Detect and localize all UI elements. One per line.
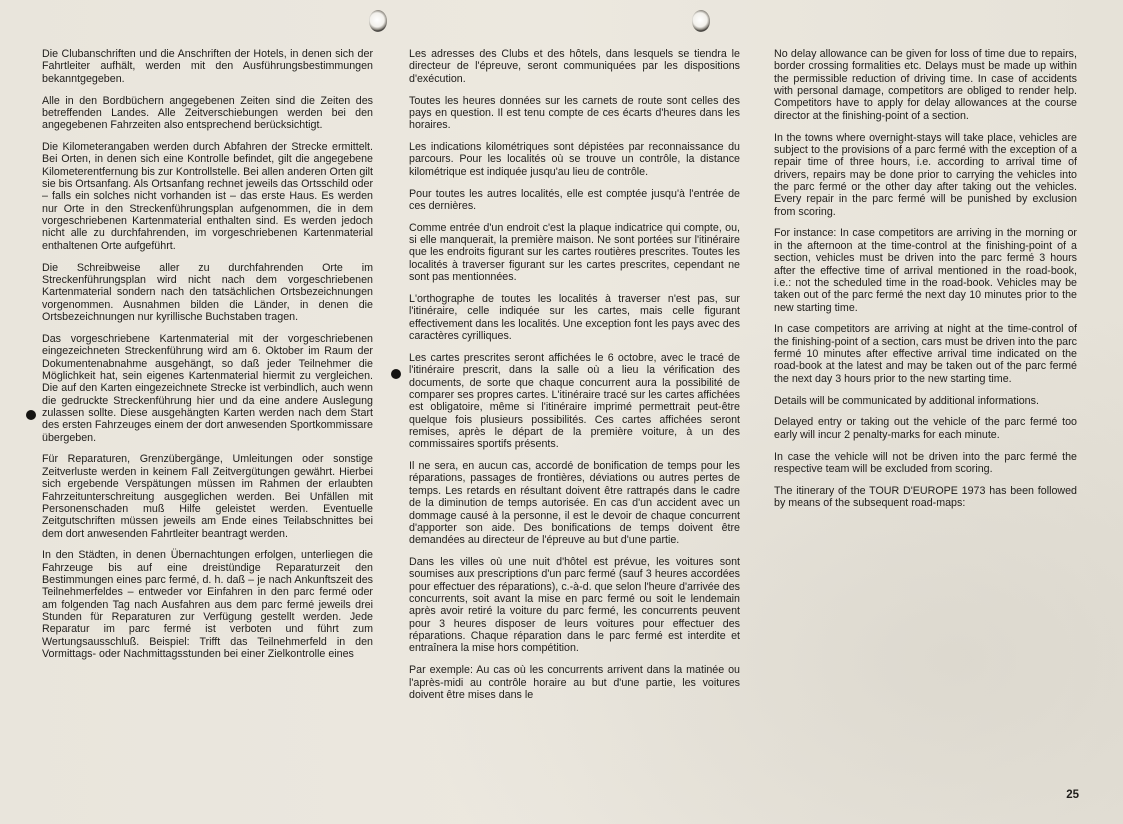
bullet-marker-german bbox=[26, 410, 36, 420]
french-paragraph: Par exemple: Au cas où les concurrents arrivent dans la matinée ou l'après-midi au contrôle horaire au but d'une partie, les voitures doivent être mises dans le bbox=[409, 664, 740, 701]
french-paragraph: Les cartes prescrites seront affichées le 6 octobre, avec le tracé de l'itinéraire prescrit, dans la salle où a lieu la vérification des documents, de sorte que chaque concurrent aura la possibilité de comparer ses propres cartes. L'itinéraire tracé sur les cartes affichées est obligatoire, même si l'itinéraire imprimé permettrait peut-être quelque fois plusieurs possibilités. Ces cartes affichées seront remises, après le départ de la première voiture, à un des commissaires sportifs présents. bbox=[409, 351, 740, 451]
german-paragraph: Für Reparaturen, Grenzübergänge, Umleitungen oder sonstige Zeitverluste werden in keinem Fall Zeitvergütungen gewährt. Hierbei sich ergebende Verspätungen müssen im Rahmen der erlaubten Fahrzeitunterschreitung ausgeglichen werden. Bei Unfällen mit Personenschaden muß Hilfe geleistet werden. Eventuelle Zeitgutschriften müssen jeweils am Ende eines Teilabschnittes bei dem dort anwesenden Fahrtleiter beantragt werden. bbox=[42, 453, 373, 540]
german-paragraph: Alle in den Bordbüchern angegebenen Zeiten sind die Zeiten des betreffenden Landes. Alle Zeitverschiebungen werden bei den angegebenen Fahrzeiten also entsprechend berücksichtigt. bbox=[42, 94, 373, 132]
bullet-marker-french bbox=[391, 369, 401, 379]
english-column bbox=[774, 48, 1077, 519]
english-paragraph: For instance: In case competitors are arriving in the morning or in the afternoon at the time-control at the finishing-point of a section, vehicles must be driven into the parc fermé 3 hours after the effective time of arrival mentioned in the road-book, i.e.: not the scheduled time in the road-book. Vehicles may be taken out of the parc fermé the next day 10 minutes prior to the new starting time. bbox=[774, 227, 1077, 314]
french-paragraph: Les adresses des Clubs et des hôtels, dans lesquels se tiendra le directeur de l'épreuve, seront communiquées par les dispositions d'exécution. bbox=[409, 48, 740, 85]
punch-hole-left bbox=[369, 10, 387, 32]
german-column bbox=[42, 48, 373, 670]
page-number: 25 bbox=[1066, 789, 1079, 801]
english-paragraph: Details will be communicated by additional informations. bbox=[774, 394, 1039, 407]
english-paragraph: In the towns where overnight-stays will take place, vehicles are subject to the provisions of a parc fermé with the exception of a repair time of three hours, i.e. according to arrival time of drivers, repairs may be done prior to carrying the vehicles into the parc fermé or the other day after taking out the vehicles. Every repair in the parc fermé will be punished by exclusion from scoring. bbox=[774, 131, 1077, 218]
punch-hole-right bbox=[692, 10, 710, 32]
french-paragraph: Il ne sera, en aucun cas, accordé de bonification de temps pour les réparations, passages de frontières, déviations ou autres pertes de temps. Les retards en résultant doivent être rattrapés dans le cadre de la diminution de temps autorisée. En cas d'un accident avec un dommage causé à la personne, il est le devoir de chaque concurrent d'apporter son aide. Des bonifications de temps doivent être demandées au directeur de l'épreuve au but d'une partie. bbox=[409, 460, 740, 547]
german-paragraph: Die Kilometerangaben werden durch Abfahren der Strecke ermittelt. Bei Orten, in denen sich eine Kontrolle befindet, gilt die angegebene Kilometerentfernung bis zur Kontrollstelle. Bei allen anderen Orten gilt sie bis Ortsanfang. Als Ortsanfang rechnet jeweils das Ortsschild oder – falls ein solches nicht vorhanden ist – das erste Haus. Es werden nur Orte in den Streckenführungsplan aufgenommen, die in dem vorgeschriebenen Kartenmaterial enthalten sind. Es werden jedoch nicht alle zu durchfahrenden, im vorgeschriebenen Kartenmaterial enthaltenen Orte aufgeführt. bbox=[42, 141, 373, 252]
german-paragraph: Die Clubanschriften und die Anschriften der Hotels, in denen sich der Fahrtleiter aufhält, werden mit den Ausführungsbestimmungen bekanntgegeben. bbox=[42, 48, 373, 85]
german-paragraph: In den Städten, in denen Übernachtungen erfolgen, unterliegen die Fahrzeuge bis auf eine dreistündige Reparaturzeit den Bestimmungen eines parc fermé, d. h. daß – je nach Ankunftszeit des Teilnehmerfeldes – entweder vor Einfahren in den parc fermé oder am folgenden Tag nach Ausfahren aus dem parc fermé jeweils drei Stunden für Reparaturen zur Verfügung gestellt werden. Jede Reparatur im parc fermé ist verboten und führt zum Wertungsausschluß. Beispiel: Trifft das Teilnehmerfeld in den Vormittags- oder Nachmittagsstunden bei einer Zielkontrolle eines bbox=[42, 549, 373, 661]
french-paragraph: Pour toutes les autres localités, elle est comptée jusqu'à l'entrée de ces dernières. bbox=[409, 187, 740, 212]
french-column bbox=[409, 48, 740, 711]
english-paragraph: No delay allowance can be given for loss of time due to repairs, border crossing formalities etc. Delays must be made up within the permissible reduction of driving time. In case of accidents with personal damage, competitors are obliged to render help. Competitors have to apply for delay allowances at the course director at the finishing-point of a section. bbox=[774, 48, 1077, 122]
german-paragraph: Das vorgeschriebene Kartenmaterial mit der vorgeschriebenen eingezeichneten Streckenführung wird am 6. Oktober im Raum der Dokumentenabnahme ausgehängt, so daß jeder Teilnehmer die Möglichkeit hat, sein eigenes Kartenmaterial hiermit zu vergleichen. Die auf den Karten eingezeichnete Strecke ist verbindlich, auch wenn die gedruckte Streckenführung hier und da eine andere Auslegung zulassen sollte. Diese ausgehängten Karten werden nach dem Start des ersten Fahrzeuges einem der dort anwesenden Sportkommissare übergeben. bbox=[42, 332, 373, 444]
french-paragraph: Les indications kilométriques sont dépistées par reconnaissance du parcours. Pour les localités où se trouve un contrôle, la distance kilométrique est indiquée jusqu'au lieu de contrôle. bbox=[409, 141, 740, 178]
french-paragraph: L'orthographe de toutes les localités à traverser n'est pas, sur l'itinéraire, celle indiquée sur les cartes, mais celle figurant effectivement dans les localités. Une exception font les pays avec des caractères cyrilliques. bbox=[409, 293, 740, 343]
english-paragraph: In case the vehicle will not be driven into the parc fermé the respective team will be excluded from scoring. bbox=[774, 450, 1077, 475]
german-paragraph: Die Schreibweise aller zu durchfahrenden Orte im Streckenführungsplan wird nicht nach dem vorgeschriebenen Kartenmaterial sondern nach den tatsächlichen Ortsbezeichnungen vorgenommen. Ausnahmen bilden die Länder, in denen die Ortsbezeichnungen nur kyrillische Buchstaben tragen. bbox=[42, 261, 373, 324]
english-paragraph: The itinerary of the TOUR D'EUROPE 1973 has been followed by means of the subsequent road-maps: bbox=[774, 484, 1077, 510]
french-paragraph: Toutes les heures données sur les carnets de route sont celles des pays en question. Il est tenu compte de ces écarts d'heures dans les horaires. bbox=[409, 94, 740, 132]
english-paragraph: Delayed entry or taking out the vehicle of the parc fermé too early will incur 2 penalty-marks for each minute. bbox=[774, 416, 1077, 441]
french-paragraph: Dans les villes où une nuit d'hôtel est prévue, les voitures sont soumises aux prescriptions d'un parc fermé (sauf 3 heures accordées pour effectuer des réparations), c.-à-d. que selon l'heure d'arrivée des concurrents, soit avant la mise en parc fermé ou soit le lendemain après avoir retiré la voiture du parc fermé, les concurrents peuvent pour 3 heures disposer de leurs voitures pour effectuer des réparations. Chaque réparation dans le parc fermé est interdite et entraînera la mise hors compétition. bbox=[409, 556, 740, 655]
english-paragraph: In case competitors are arriving at night at the time-control of the finishing-point of a section, cars must be driven into the parc fermé 10 minutes after effective arrival time indicated on the road-book at the latest and may be taken out of the parc fermé the next day 3 hours prior to the new starting time. bbox=[774, 323, 1077, 385]
french-paragraph: Comme entrée d'un endroit c'est la plaque indicatrice qui compte, ou, si elle manquerait, la première maison. Ne sont portées sur l'itinéraire que les endroits figurant sur les cartes routières prescrites. Toutes les localités à traverser figurant sur les cartes prescrites, cependant ne sont pas mentionnées. bbox=[409, 221, 740, 284]
